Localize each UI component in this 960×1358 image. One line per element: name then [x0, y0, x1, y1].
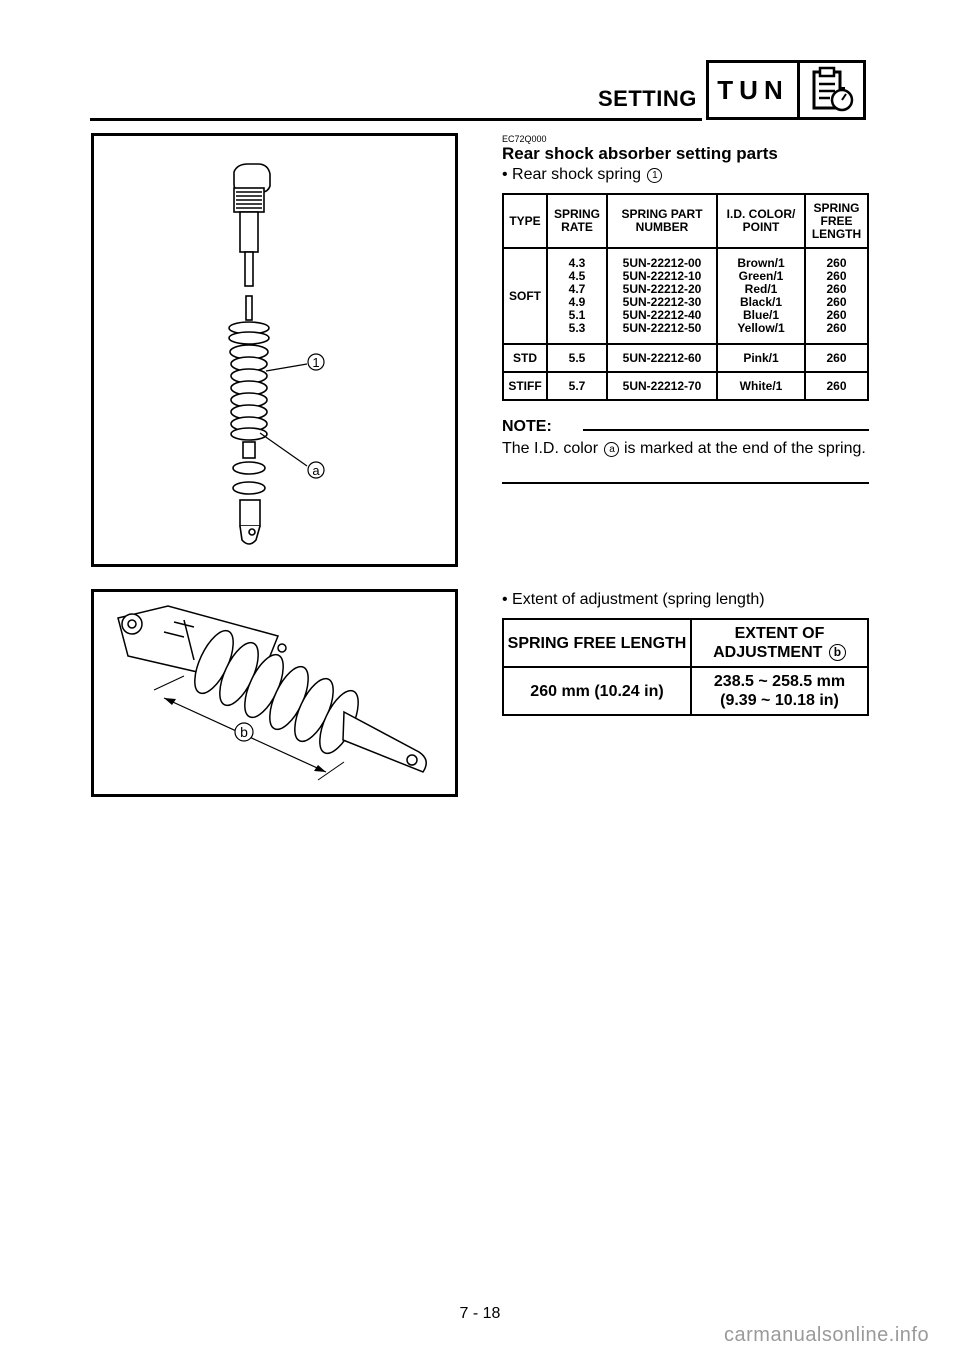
- row-rate: 5.5: [547, 344, 607, 372]
- bullet-text: Rear shock spring: [512, 166, 641, 183]
- th-spring-free-length: SPRING FREE LENGTH: [503, 619, 691, 667]
- note-rule: [583, 429, 869, 431]
- figure-shock-exploded: [91, 133, 458, 567]
- bullet-extent-text: Extent of adjustment (spring length): [512, 591, 765, 608]
- th-part: SPRING PART NUMBER: [607, 194, 717, 248]
- note-text-before: The I.D. color: [502, 440, 599, 457]
- spring-table: [502, 193, 869, 401]
- th-rate: SPRING RATE: [547, 194, 607, 248]
- row-part: 5UN-22212-70: [607, 372, 717, 400]
- bullet-extent: • Extent of adjustment (spring length): [502, 591, 765, 608]
- row-length: 260: [805, 344, 868, 372]
- note-text-after: is marked at the end of the spring.: [623, 440, 866, 457]
- ref-1: 1: [647, 168, 662, 183]
- page-number: 7 - 18: [459, 1305, 501, 1322]
- row-length: 260: [805, 372, 868, 400]
- watermark: carmanualsonline.info: [724, 1324, 930, 1346]
- callout-b-label: b: [240, 724, 248, 740]
- note-bottom-rule: [502, 482, 869, 484]
- th-color: I.D. COLOR/ POINT: [717, 194, 805, 248]
- ref-a: a: [604, 442, 619, 457]
- value-length: 260 mm (10.24 in): [503, 667, 691, 715]
- callout-1-label: 1: [312, 355, 320, 370]
- th-type: TYPE: [503, 194, 547, 248]
- row-type: STD: [503, 344, 547, 372]
- note-text: [502, 437, 869, 461]
- value-range: 238.5 ~ 258.5 mm (9.39 ~ 10.18 in): [691, 667, 868, 715]
- callout-a-label: a: [312, 463, 320, 478]
- row-part: 5UN-22212-00 5UN-22212-10 5UN-22212-20 5UN-22212-30 5UN-22212-40 5UN-22212-50: [607, 248, 717, 344]
- row-color: White/1: [717, 372, 805, 400]
- checklist-stopwatch-icon: [800, 63, 863, 117]
- section-code: EC72Q000: [502, 134, 547, 144]
- note-title: NOTE:: [502, 418, 552, 435]
- row-length: 260 260 260 260 260 260: [805, 248, 868, 344]
- bullet-rear-shock-spring: • Rear shock spring 1: [502, 166, 662, 184]
- th-length: SPRING FREE LENGTH: [805, 194, 868, 248]
- tab-label: TUN: [709, 63, 800, 117]
- th-extent: [691, 619, 868, 667]
- row-color: Pink/1: [717, 344, 805, 372]
- figure-shock-assembled: [91, 589, 458, 797]
- th-extent-label: EXTENT OF ADJUSTMENT: [713, 625, 825, 661]
- section-tab: [706, 60, 866, 120]
- header-rule: [90, 118, 702, 121]
- row-color: Brown/1 Green/1 Red/1 Black/1 Blue/1 Yellow/1: [717, 248, 805, 344]
- page-title: SETTING: [598, 86, 697, 111]
- ref-b: b: [829, 644, 846, 661]
- row-type: SOFT: [503, 248, 547, 344]
- row-part: 5UN-22212-60: [607, 344, 717, 372]
- section-title: Rear shock absorber setting parts: [502, 144, 778, 163]
- row-rate: 4.3 4.5 4.7 4.9 5.1 5.3: [547, 248, 607, 344]
- adjustment-table: [502, 618, 869, 716]
- row-rate: 5.7: [547, 372, 607, 400]
- row-type: STIFF: [503, 372, 547, 400]
